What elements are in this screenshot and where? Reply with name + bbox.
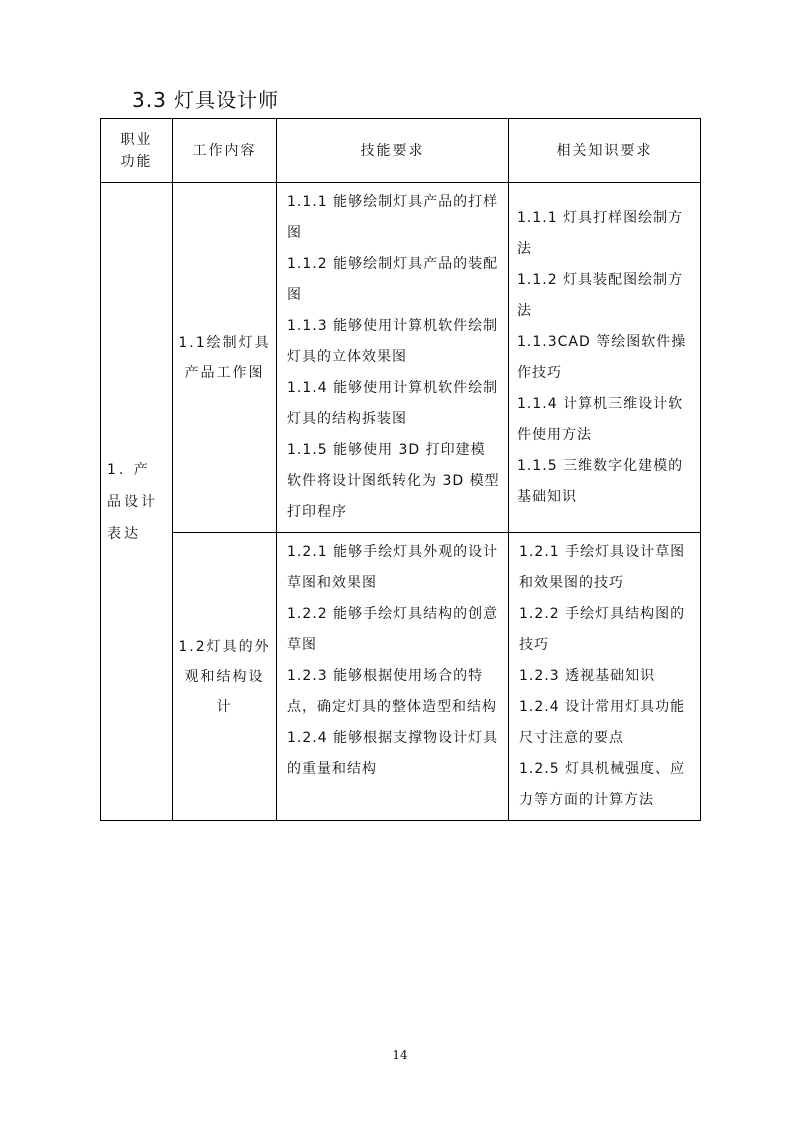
header-occupational-function	[101, 119, 173, 183]
skill-item: 1.2.3 能够根据使用场合的特点，确定灯具的整体造型和结构	[287, 668, 497, 715]
knowledge-requirements-cell	[509, 183, 701, 533]
table-row	[101, 533, 701, 821]
knowledge-item: 1.2.1 手绘灯具设计草图和效果图的技巧	[519, 544, 686, 591]
skill-item: 1.1.2 能够绘制灯具产品的装配图	[287, 256, 499, 303]
knowledge-item: 1.2.5 灯具机械强度、应力等方面的计算方法	[519, 761, 686, 808]
header-knowledge-requirements	[509, 119, 701, 183]
knowledge-item: 1.2.3 透视基础知识	[519, 668, 656, 684]
knowledge-item: 1.1.1 灯具打样图绘制方法	[517, 209, 684, 257]
knowledge-item: 1.2.4 设计常用灯具功能尺寸注意的要点	[519, 699, 686, 746]
skill-item: 1.2.4 能够根据支撑物设计灯具的重量和结构	[287, 730, 499, 777]
header-label: 技能要求	[360, 142, 425, 159]
skill-requirements-cell	[277, 533, 509, 821]
skill-item: 1.2.2 能够手绘灯具结构的创意草图	[287, 606, 499, 653]
work-content-cell	[173, 183, 277, 533]
skill-item: 1.1.1 能够绘制灯具产品的打样图	[287, 194, 499, 241]
occupational-function-text: 1. 产品设计表达	[107, 461, 158, 542]
knowledge-item: 1.1.4 计算机三维设计软件使用方法	[517, 395, 684, 443]
work-content-text: 1.1绘制灯具产品工作图	[178, 334, 271, 381]
knowledge-item: 1.1.5 三维数字化建模的基础知识	[517, 457, 684, 505]
knowledge-item: 1.1.2 灯具装配图绘制方法	[517, 271, 684, 319]
knowledge-item: 1.2.2 手绘灯具结构图的技巧	[519, 606, 686, 653]
knowledge-requirements-cell	[509, 533, 701, 821]
skill-requirements-cell	[277, 183, 509, 533]
section-title: 3.3 灯具设计师	[132, 88, 280, 112]
knowledge-item: 1.1.3CAD 等绘图软件操作技巧	[517, 333, 687, 381]
work-content-cell	[173, 533, 277, 821]
skill-item: 1.2.1 能够手绘灯具外观的设计草图和效果图	[287, 544, 499, 591]
table-header-row	[101, 119, 701, 183]
occupational-requirements-table	[100, 118, 701, 821]
work-content-text: 1.2灯具的外观和结构设计	[178, 638, 271, 715]
header-work-content	[173, 119, 277, 183]
page-number: 14	[392, 1048, 408, 1062]
skill-item: 1.1.5 能够使用 3D 打印建模软件将设计图纸转化为 3D 模型打印程序	[287, 442, 500, 520]
occupational-function-cell	[101, 183, 173, 821]
header-label: 相关知识要求	[556, 142, 653, 159]
header-label: 职业 功能	[120, 131, 153, 170]
skill-item: 1.1.4 能够使用计算机软件绘制灯具的结构拆装图	[287, 380, 499, 427]
header-skill-requirements	[277, 119, 509, 183]
skill-item: 1.1.3 能够使用计算机软件绘制灯具的立体效果图	[287, 318, 499, 365]
header-label: 工作内容	[192, 142, 257, 159]
table-row	[101, 183, 701, 533]
